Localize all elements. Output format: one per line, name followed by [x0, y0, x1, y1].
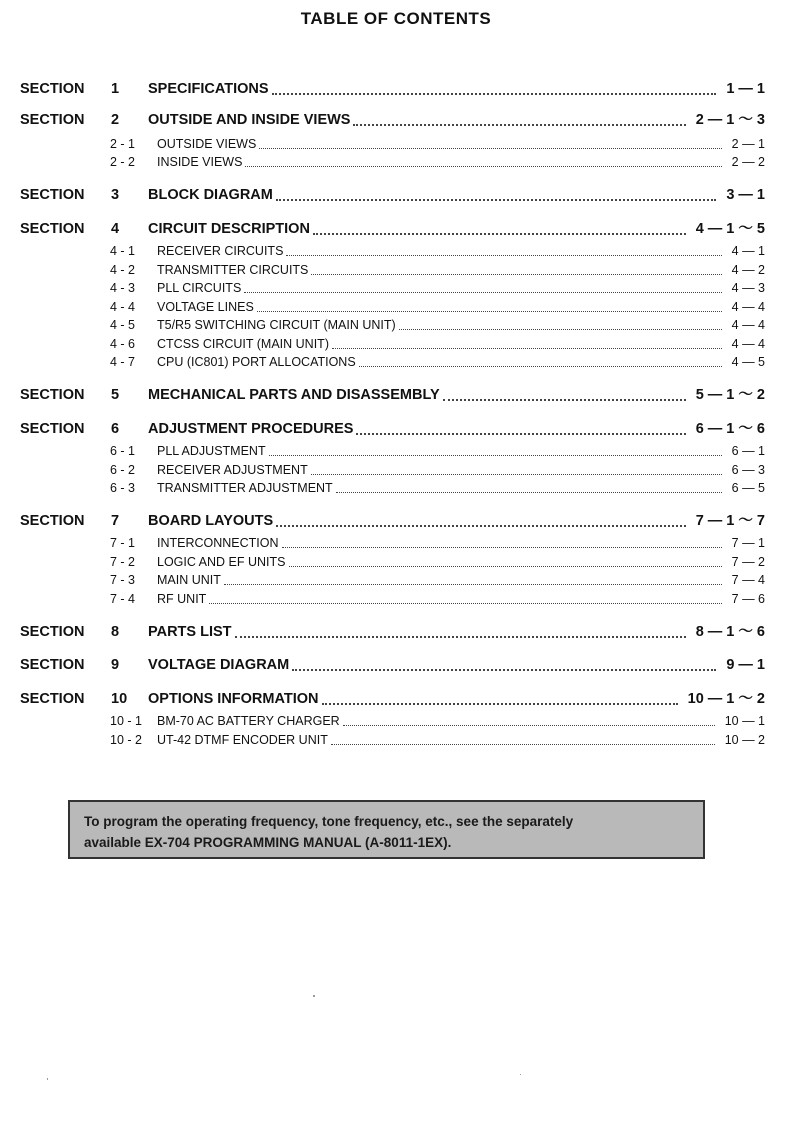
section-title[interactable]: BLOCK DIAGRAM: [148, 187, 273, 203]
section-label: SECTION: [20, 187, 85, 203]
toc-subsection-row[interactable]: [0, 335, 792, 355]
section-page-range: 1 — 1: [726, 81, 765, 97]
section-page-range: 5 — 1 ～ 2: [695, 387, 765, 403]
subsection-number: 2 - 2: [110, 155, 136, 169]
subsection-page: 2 — 1: [731, 137, 765, 151]
dot-leader: [289, 564, 722, 567]
section-title[interactable]: SPECIFICATIONS: [148, 81, 269, 97]
toc-subsection-row[interactable]: [0, 353, 792, 373]
subsection-title[interactable]: PLL ADJUSTMENT: [157, 444, 266, 458]
section-number: 9: [111, 657, 120, 673]
section-page-range: 7 — 1 ～ 7: [695, 513, 765, 529]
dot-leader: [282, 545, 722, 548]
notice-line-2: available EX-704 PROGRAMMING MANUAL (A-8011-1EX).: [84, 835, 452, 850]
subsection-title[interactable]: INTERCONNECTION: [157, 536, 279, 550]
subsection-page: 7 — 6: [731, 591, 765, 606]
dot-leader: [292, 667, 716, 671]
subsection-number: 4 - 1: [110, 244, 136, 258]
dot-leader: [276, 523, 686, 527]
dot-leader: [257, 309, 722, 312]
dot-leader: [331, 742, 715, 745]
section-label: SECTION: [20, 221, 85, 237]
dot-leader: [286, 253, 721, 256]
dot-leader: [235, 634, 686, 638]
subsection-title[interactable]: TRANSMITTER CIRCUITS: [157, 262, 309, 277]
subsection-number: 10 - 2: [110, 732, 142, 747]
toc-section-row[interactable]: [0, 185, 792, 205]
dot-leader: [359, 364, 722, 367]
section-label: SECTION: [20, 624, 85, 640]
toc-subsection-row[interactable]: [0, 242, 792, 262]
dot-leader: [259, 146, 721, 149]
toc-section-row[interactable]: [0, 655, 792, 675]
subsection-number: 7 - 2: [110, 554, 136, 569]
toc-subsection-row[interactable]: [0, 553, 792, 573]
toc-subsection-row[interactable]: [0, 571, 792, 591]
subsection-title[interactable]: RF UNIT: [157, 591, 207, 606]
dot-leader: [224, 582, 722, 585]
subsection-title[interactable]: CTCSS CIRCUIT (MAIN UNIT): [157, 336, 329, 351]
subsection-page: 4 — 1: [731, 244, 765, 258]
subsection-page: 10 — 1: [724, 714, 765, 728]
dot-leader: [322, 701, 678, 705]
subsection-page: 7 — 1: [731, 536, 765, 550]
section-title[interactable]: PARTS LIST: [148, 624, 232, 640]
subsection-number: 2 - 1: [110, 137, 136, 151]
dot-leader: [356, 431, 685, 435]
subsection-title[interactable]: CPU (IC801) PORT ALLOCATIONS: [157, 355, 356, 369]
dot-leader: [276, 197, 716, 201]
subsection-number: 4 - 7: [110, 355, 136, 369]
section-number: 3: [111, 187, 120, 203]
section-number: 8: [111, 624, 120, 640]
dot-leader: [399, 327, 722, 330]
toc-section-row[interactable]: [0, 419, 792, 439]
subsection-page: 2 — 2: [731, 155, 765, 169]
dot-leader: [343, 723, 715, 726]
programming-notice-box: [68, 800, 705, 859]
toc-subsection-row[interactable]: [0, 479, 792, 499]
scan-speck: [520, 1074, 521, 1075]
subsection-number: 4 - 3: [110, 281, 136, 295]
section-label: SECTION: [20, 513, 85, 529]
section-title[interactable]: OUTSIDE AND INSIDE VIEWS: [148, 112, 351, 128]
toc-subsection-row[interactable]: [0, 731, 792, 751]
toc-section-row[interactable]: [0, 622, 792, 642]
toc-subsection-row[interactable]: [0, 279, 792, 299]
subsection-page: 4 — 2: [731, 262, 765, 277]
subsection-number: 6 - 3: [110, 481, 136, 495]
subsection-title[interactable]: TRANSMITTER ADJUSTMENT: [157, 481, 333, 495]
section-title[interactable]: MECHANICAL PARTS AND DISASSEMBLY: [148, 387, 440, 403]
section-page-range: 3 — 1: [726, 187, 765, 203]
section-number: 4: [111, 221, 120, 237]
section-number: 7: [111, 513, 120, 529]
subsection-number: 4 - 2: [110, 262, 136, 277]
section-page-range: 4 — 1 ～ 5: [695, 221, 765, 237]
notice-line-1: To program the operating frequency, tone frequency, etc., see the separately: [84, 814, 574, 829]
subsection-number: 6 - 1: [110, 444, 136, 458]
toc-section-row[interactable]: [0, 385, 792, 405]
toc-subsection-row[interactable]: [0, 712, 792, 732]
dot-leader: [336, 490, 722, 493]
section-label: SECTION: [20, 657, 85, 673]
dot-leader: [332, 346, 722, 349]
subsection-title[interactable]: T5/R5 SWITCHING CIRCUIT (MAIN UNIT): [157, 318, 396, 332]
scan-speck: [313, 995, 315, 997]
dot-leader: [311, 272, 721, 275]
subsection-page: 4 — 4: [731, 336, 765, 351]
section-number: 2: [111, 112, 120, 128]
section-label: SECTION: [20, 81, 85, 97]
toc-subsection-row[interactable]: [0, 153, 792, 173]
subsection-page: 7 — 2: [731, 554, 765, 569]
subsection-title[interactable]: BM-70 AC BATTERY CHARGER: [157, 714, 340, 728]
subsection-page: 4 — 4: [731, 318, 765, 332]
subsection-title[interactable]: RECEIVER CIRCUITS: [157, 244, 284, 258]
subsection-number: 6 - 2: [110, 462, 136, 477]
subsection-title[interactable]: OUTSIDE VIEWS: [157, 137, 257, 151]
subsection-page: 4 — 3: [731, 281, 765, 295]
toc-subsection-row[interactable]: [0, 135, 792, 155]
section-label: SECTION: [20, 691, 85, 707]
dot-leader: [311, 472, 722, 475]
dot-leader: [272, 91, 717, 95]
subsection-number: 10 - 1: [110, 714, 142, 728]
section-title[interactable]: OPTIONS INFORMATION: [148, 691, 319, 707]
subsection-page: 6 — 5: [731, 481, 765, 495]
toc-subsection-row[interactable]: [0, 534, 792, 554]
subsection-title[interactable]: MAIN UNIT: [157, 573, 221, 587]
section-number: 10: [111, 691, 128, 707]
toc-subsection-row[interactable]: [0, 261, 792, 281]
subsection-page: 10 — 2: [724, 732, 765, 747]
subsection-title[interactable]: VOLTAGE LINES: [157, 299, 254, 314]
section-page-range: 2 — 1 ～ 3: [695, 112, 765, 128]
toc-section-row[interactable]: [0, 79, 792, 99]
subsection-title[interactable]: INSIDE VIEWS: [157, 155, 243, 169]
subsection-number: 4 - 5: [110, 318, 136, 332]
toc-section-row[interactable]: [0, 219, 792, 239]
subsection-page: 6 — 3: [731, 462, 765, 477]
section-page-range: 10 — 1 ～ 2: [687, 691, 765, 707]
subsection-title[interactable]: UT-42 DTMF ENCODER UNIT: [157, 732, 328, 747]
toc-section-row[interactable]: [0, 689, 792, 709]
section-title[interactable]: ADJUSTMENT PROCEDURES: [148, 421, 354, 437]
dot-leader: [209, 601, 721, 604]
dot-leader: [244, 290, 721, 293]
subsection-title[interactable]: RECEIVER ADJUSTMENT: [157, 462, 308, 477]
dot-leader: [269, 453, 722, 456]
toc-subsection-row[interactable]: [0, 461, 792, 481]
toc-subsection-row[interactable]: [0, 590, 792, 610]
subsection-page: 7 — 4: [731, 573, 765, 587]
subsection-title[interactable]: LOGIC AND EF UNITS: [157, 554, 286, 569]
subsection-number: 7 - 4: [110, 591, 136, 606]
subsection-number: 7 - 3: [110, 573, 136, 587]
dot-leader: [353, 122, 685, 126]
subsection-number: 4 - 4: [110, 299, 136, 314]
subsection-number: 7 - 1: [110, 536, 136, 550]
programming-notice-text: [84, 811, 694, 853]
subsection-number: 4 - 6: [110, 336, 136, 351]
toc-subsection-row[interactable]: [0, 298, 792, 318]
section-label: SECTION: [20, 421, 85, 437]
toc-section-row[interactable]: [0, 511, 792, 531]
toc-subsection-row[interactable]: [0, 442, 792, 462]
section-label: SECTION: [20, 112, 85, 128]
section-title[interactable]: BOARD LAYOUTS: [148, 513, 274, 529]
scan-speck: [47, 1078, 48, 1080]
section-number: 1: [111, 81, 120, 97]
subsection-page: 6 — 1: [731, 444, 765, 458]
section-page-range: 9 — 1: [726, 657, 765, 673]
dot-leader: [313, 231, 686, 235]
section-number: 6: [111, 421, 120, 437]
section-page-range: 8 — 1 ～ 6: [695, 624, 765, 640]
toc-subsection-row[interactable]: [0, 316, 792, 336]
toc-section-row[interactable]: [0, 110, 792, 130]
section-title[interactable]: CIRCUIT DESCRIPTION: [148, 221, 310, 237]
dot-leader: [443, 397, 686, 401]
section-label: SECTION: [20, 387, 85, 403]
dot-leader: [245, 164, 721, 167]
subsection-page: 4 — 4: [731, 299, 765, 314]
page-title: TABLE OF CONTENTS: [300, 9, 492, 28]
subsection-page: 4 — 5: [731, 355, 765, 369]
subsection-title[interactable]: PLL CIRCUITS: [157, 281, 242, 295]
section-title[interactable]: VOLTAGE DIAGRAM: [148, 657, 290, 673]
section-page-range: 6 — 1 ～ 6: [695, 421, 765, 437]
section-number: 5: [111, 387, 120, 403]
